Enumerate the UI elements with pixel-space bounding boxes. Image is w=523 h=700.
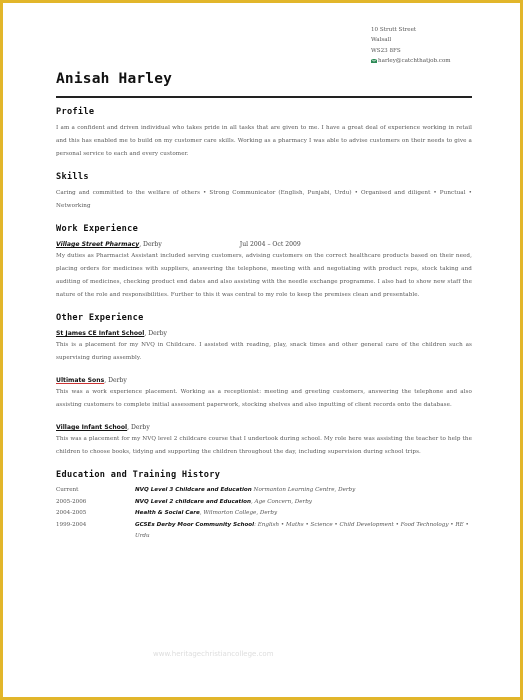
candidate-name: Anisah Harley (56, 71, 173, 87)
other-entry-header (56, 375, 472, 386)
institution: , Wilmorton College, Derby (199, 510, 278, 517)
email-icon (371, 59, 377, 63)
education-years: 2004-2005 (56, 510, 87, 517)
other-entry-text: This was a placement for my NVQ level 2 childcare course that I undertook during school. My role here was assisting the teacher to help the children to choose books, tidying and supporting the children throughout the day, including supervision during school trips. (56, 436, 472, 455)
profile-text: I am a confident and driven individual who takes pride in all tasks that are given to me. I have a great deal of experience working in retail and this has enabled me to build on my customer care skills. Working as a pharmacy I was able to advise customers on their needs to give a personal service to each and every customer. (56, 125, 472, 157)
education-detail (135, 508, 472, 520)
address-town: Walsall (371, 37, 392, 44)
other-experience-section (56, 313, 472, 459)
email-link[interactable]: harley@catchthatjob.com (378, 58, 451, 65)
header-divider (56, 96, 472, 98)
education-table (56, 485, 472, 543)
employer-location: , Derby (127, 424, 150, 431)
employer-location: , Derby (104, 377, 127, 384)
education-years: 2005-2006 (56, 498, 87, 505)
employer-name: Village Street Pharmacy (56, 241, 140, 248)
qualification: Health & Social Care (135, 510, 200, 517)
qualification: GCSEs Derby Moor Community School (135, 521, 255, 528)
qualification: NVQ Level 3 Childcare and Education (135, 487, 252, 493)
work-heading: Work Experience (56, 224, 139, 234)
skills-section (56, 172, 472, 213)
employer-location: , Derby (139, 241, 162, 248)
institution: , Age Concern, Derby (250, 498, 312, 505)
work-entry-text: My duties as Pharmacist Assistant included serving customers, advising customers on the correct healthcare products based on their need, placing orders for medicines with suppliers, answering the telephone, meeting with and negotiating with product reps, stock taking and auditing of medicines, checking product end dates and also assisting with the needle exchange programme. I also had to show new staff the nature of the role and responsibilities. Further to this it was central to my role to keep the premises clean and presentable. (56, 253, 472, 298)
qualification: NVQ Level 2 childcare and Education (135, 498, 251, 505)
education-section (56, 470, 472, 543)
employment-dates: Jul 2004 – Oct 2009 (239, 241, 301, 248)
other-entry (56, 375, 472, 412)
education-heading: Education and Training History (56, 470, 221, 480)
skills-heading: Skills (56, 172, 89, 182)
profile-heading: Profile (56, 107, 95, 117)
education-row (56, 508, 472, 520)
watermark: www.heritagechristiancollege.com (153, 650, 274, 658)
institution: : English • Maths • Science • Child Development • Food Technology • RE • Urdu (135, 521, 469, 540)
employer-name: St James CE Infant School (56, 330, 145, 337)
other-entry-header (56, 328, 472, 339)
education-detail (135, 497, 472, 509)
employer-name: Ultimate Sons (56, 377, 105, 384)
other-entry (56, 422, 472, 459)
other-entry-text: This was a work experience placement. Working as a receptionist: meeting and greeting customers, answering the telephone and also assisting customers to complete initial assessment paperwork, stocking shelves and also inputting of client records onto the database. (56, 389, 472, 408)
employer-location: , Derby (144, 330, 167, 337)
education-detail (135, 520, 472, 543)
education-years: Current (56, 487, 79, 493)
skills-text: Caring and committed to the welfare of others • Strong Communicator (English, Punjabi, Urdu) • Organised and diligent • Punctual • Networking (56, 190, 472, 209)
address-street: 10 Strutt Street (371, 27, 417, 33)
cv-page (3, 3, 520, 697)
institution: Normanton Learning Centre, Derby (251, 487, 356, 493)
employer-name: Village Infant School (56, 424, 128, 431)
profile-section (56, 107, 472, 161)
work-section (56, 224, 472, 302)
work-entry-header (56, 239, 472, 250)
cv-content (56, 107, 472, 554)
other-entry-header (56, 422, 472, 433)
education-row (56, 497, 472, 509)
contact-address (371, 25, 451, 67)
education-years: 1999-2004 (56, 521, 87, 528)
other-experience-heading: Other Experience (56, 313, 144, 323)
other-entry (56, 328, 472, 365)
education-row (56, 485, 472, 497)
education-detail (135, 485, 472, 497)
other-entry-text: This is a placement for my NVQ in Childcare. I assisted with reading, play, snack times and other general care of the children such as supervising during assembly. (56, 342, 472, 361)
education-row (56, 520, 472, 543)
email-row (371, 56, 451, 66)
address-postcode: WS23 8FS (371, 47, 401, 54)
